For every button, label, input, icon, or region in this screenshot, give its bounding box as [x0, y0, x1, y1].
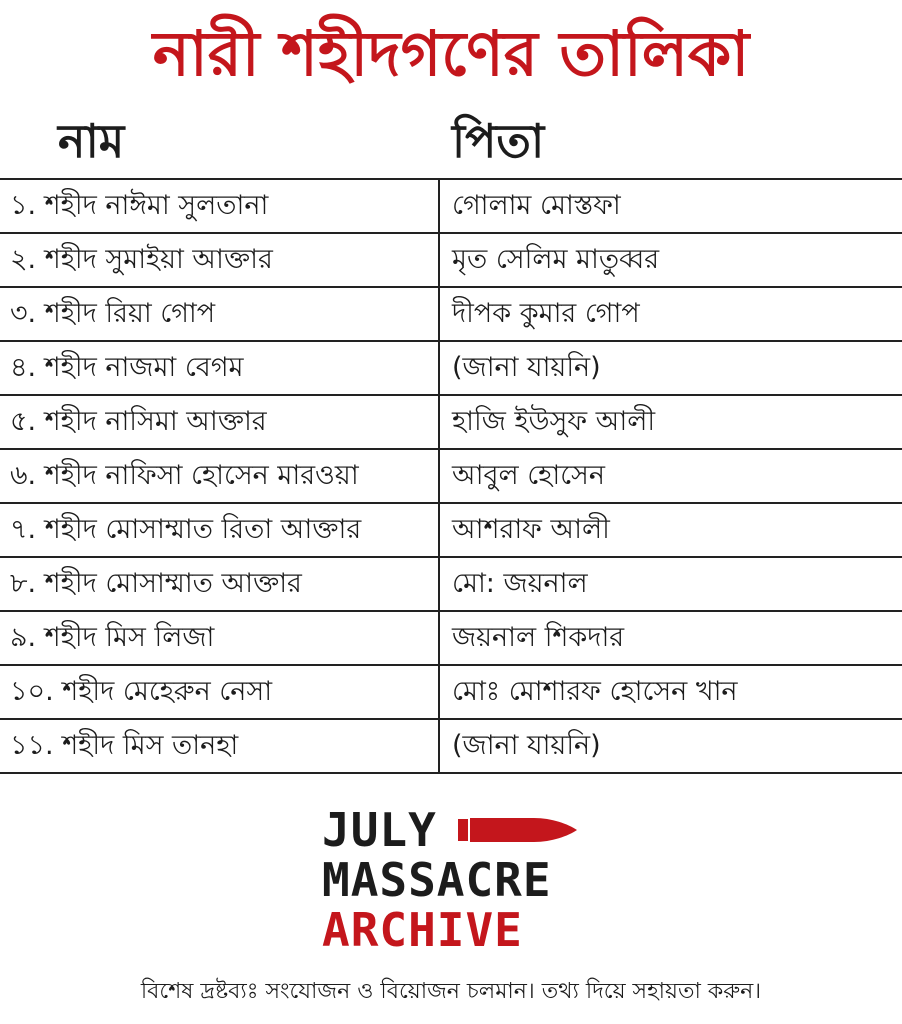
- father-name-cell: দীপক কুমার গোপ: [452, 298, 640, 329]
- page-title: নারী শহীদগণের তালিকা: [152, 17, 750, 90]
- bullet-icon: [456, 816, 578, 844]
- martyr-table: [0, 178, 902, 774]
- father-name-cell: আশরাফ আলী: [452, 514, 610, 545]
- martyr-name-cell: ৫. শহীদ নাসিমা আক্তার: [0, 396, 440, 448]
- table-row: [0, 504, 902, 558]
- martyr-name-cell: ৮. শহীদ মোসাম্মাত আক্তার: [0, 558, 440, 610]
- table-row: [0, 234, 902, 288]
- table-row: [0, 558, 902, 612]
- logo-line-july: JULY: [322, 803, 437, 857]
- father-name-cell: মো: জয়নাল: [452, 568, 588, 599]
- father-name-cell: জয়নাল শিকদার: [452, 622, 625, 653]
- father-name-cell: (জানা যায়নি): [452, 352, 601, 383]
- father-name-cell: আবুল হোসেন: [452, 460, 605, 491]
- martyr-name-cell: ৪. শহীদ নাজমা বেগম: [0, 342, 440, 394]
- martyr-name-cell: ৭. শহীদ মোসাম্মাত রিতা আক্তার: [0, 504, 440, 556]
- martyr-name-cell: ৬. শহীদ নাফিসা হোসেন মারওয়া: [0, 450, 440, 502]
- father-name-cell: (জানা যায়নি): [452, 730, 601, 761]
- table-row: [0, 288, 902, 342]
- martyr-name-cell: ১০. শহীদ মেহেরুন নেসা: [0, 666, 440, 718]
- table-row: [0, 720, 902, 774]
- martyr-name-cell: ২. শহীদ সুমাইয়া আক্তার: [0, 234, 440, 286]
- martyr-name-cell: ৩. শহীদ রিয়া গোপ: [0, 288, 440, 340]
- column-header-name: নাম: [58, 114, 125, 168]
- father-name-cell: গোলাম মোস্তফা: [452, 190, 621, 221]
- father-name-cell: মৃত সেলিম মাতুব্বর: [452, 244, 660, 275]
- table-row: [0, 450, 902, 504]
- table-row: [0, 396, 902, 450]
- logo-line-archive: ARCHIVE: [322, 903, 523, 957]
- martyr-name-cell: ১১. শহীদ মিস তানহা: [0, 720, 440, 772]
- table-row: [0, 342, 902, 396]
- table-row: [0, 180, 902, 234]
- table-row: [0, 612, 902, 666]
- father-name-cell: মোঃ মোশারফ হোসেন খান: [452, 676, 738, 707]
- martyr-name-cell: ১. শহীদ নাঈমা সুলতানা: [0, 180, 440, 232]
- father-name-cell: হাজি ইউসুফ আলী: [452, 406, 656, 437]
- archive-logo: [322, 803, 602, 957]
- column-header-father: পিতা: [452, 114, 545, 168]
- footnote: বিশেষ দ্রষ্টব্যঃ সংযোজন ও বিয়োজন চলমান। তথ্য দিয়ে সহায়তা করুন।: [140, 979, 762, 1004]
- table-row: [0, 666, 902, 720]
- logo-line-massacre: MASSACRE: [322, 853, 552, 907]
- martyr-name-cell: ৯. শহীদ মিস লিজা: [0, 612, 440, 664]
